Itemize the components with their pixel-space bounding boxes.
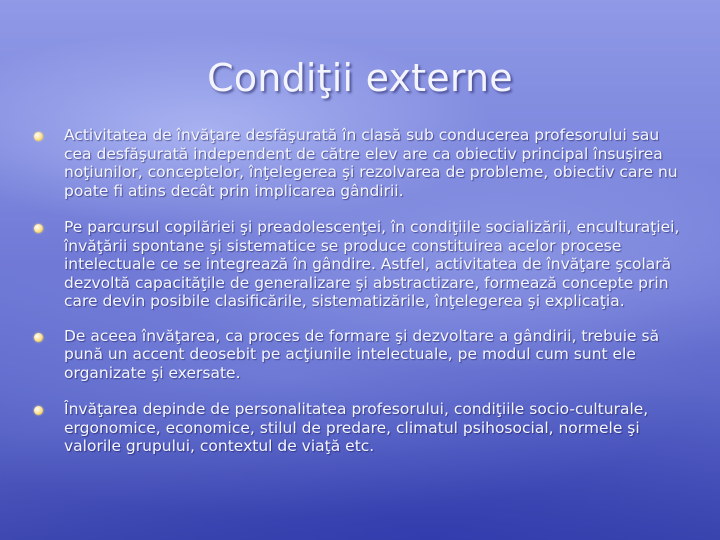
- bullet-text: De aceea învăţarea, ca proces de formare şi dezvoltare a gândirii, trebuie să pună un accent deosebit pe acţiunile intelectuale, pe modul cum sunt ele organizate şi exersate.: [64, 326, 660, 382]
- bullet-dot-icon: [34, 224, 43, 233]
- bullet-text: Pe parcursul copilăriei şi preadolescenţei, în condiţiile socializării, enculturaţiei, învăţării spontane şi sistematice se produce constituirea acelor procese intelectuale ce se integrează în gândire. Astfel, activitatea de învăţare şcolară dezvoltă capacităţile de generalizare şi abstractizare, formează concepte prin care devin posibile clasificările, sistematizările, înţelegerea şi explicaţia.: [64, 218, 680, 310]
- slide-title: Condiţii externe: [207, 56, 513, 100]
- bullet-list: [30, 126, 680, 476]
- bullet-dot-icon: [34, 132, 43, 141]
- bullet-text: Activitatea de învăţare desfăşurată în clasă sub conducerea profesorului sau cea desfăşurată independent de către elev are ca obiectiv principal însuşirea noţiunilor, conceptelor, înţelegerea şi rezolvarea de probleme, obiectiv care nu poate fi atins decât prin implicarea gândirii.: [64, 126, 678, 200]
- bullet-dot-icon: [34, 333, 43, 342]
- bullet-item: [30, 126, 680, 200]
- bullet-item: [30, 218, 680, 311]
- bullet-item: [30, 327, 680, 383]
- bullet-item: [30, 400, 680, 456]
- bullet-dot-icon: [34, 406, 43, 415]
- bullet-text: Învăţarea depinde de personalitatea profesorului, condiţiile socio-culturale, ergonomice, economice, stilul de predare, climatul psihosocial, normele şi valorile grupului, contextul de viaţă etc.: [64, 400, 649, 455]
